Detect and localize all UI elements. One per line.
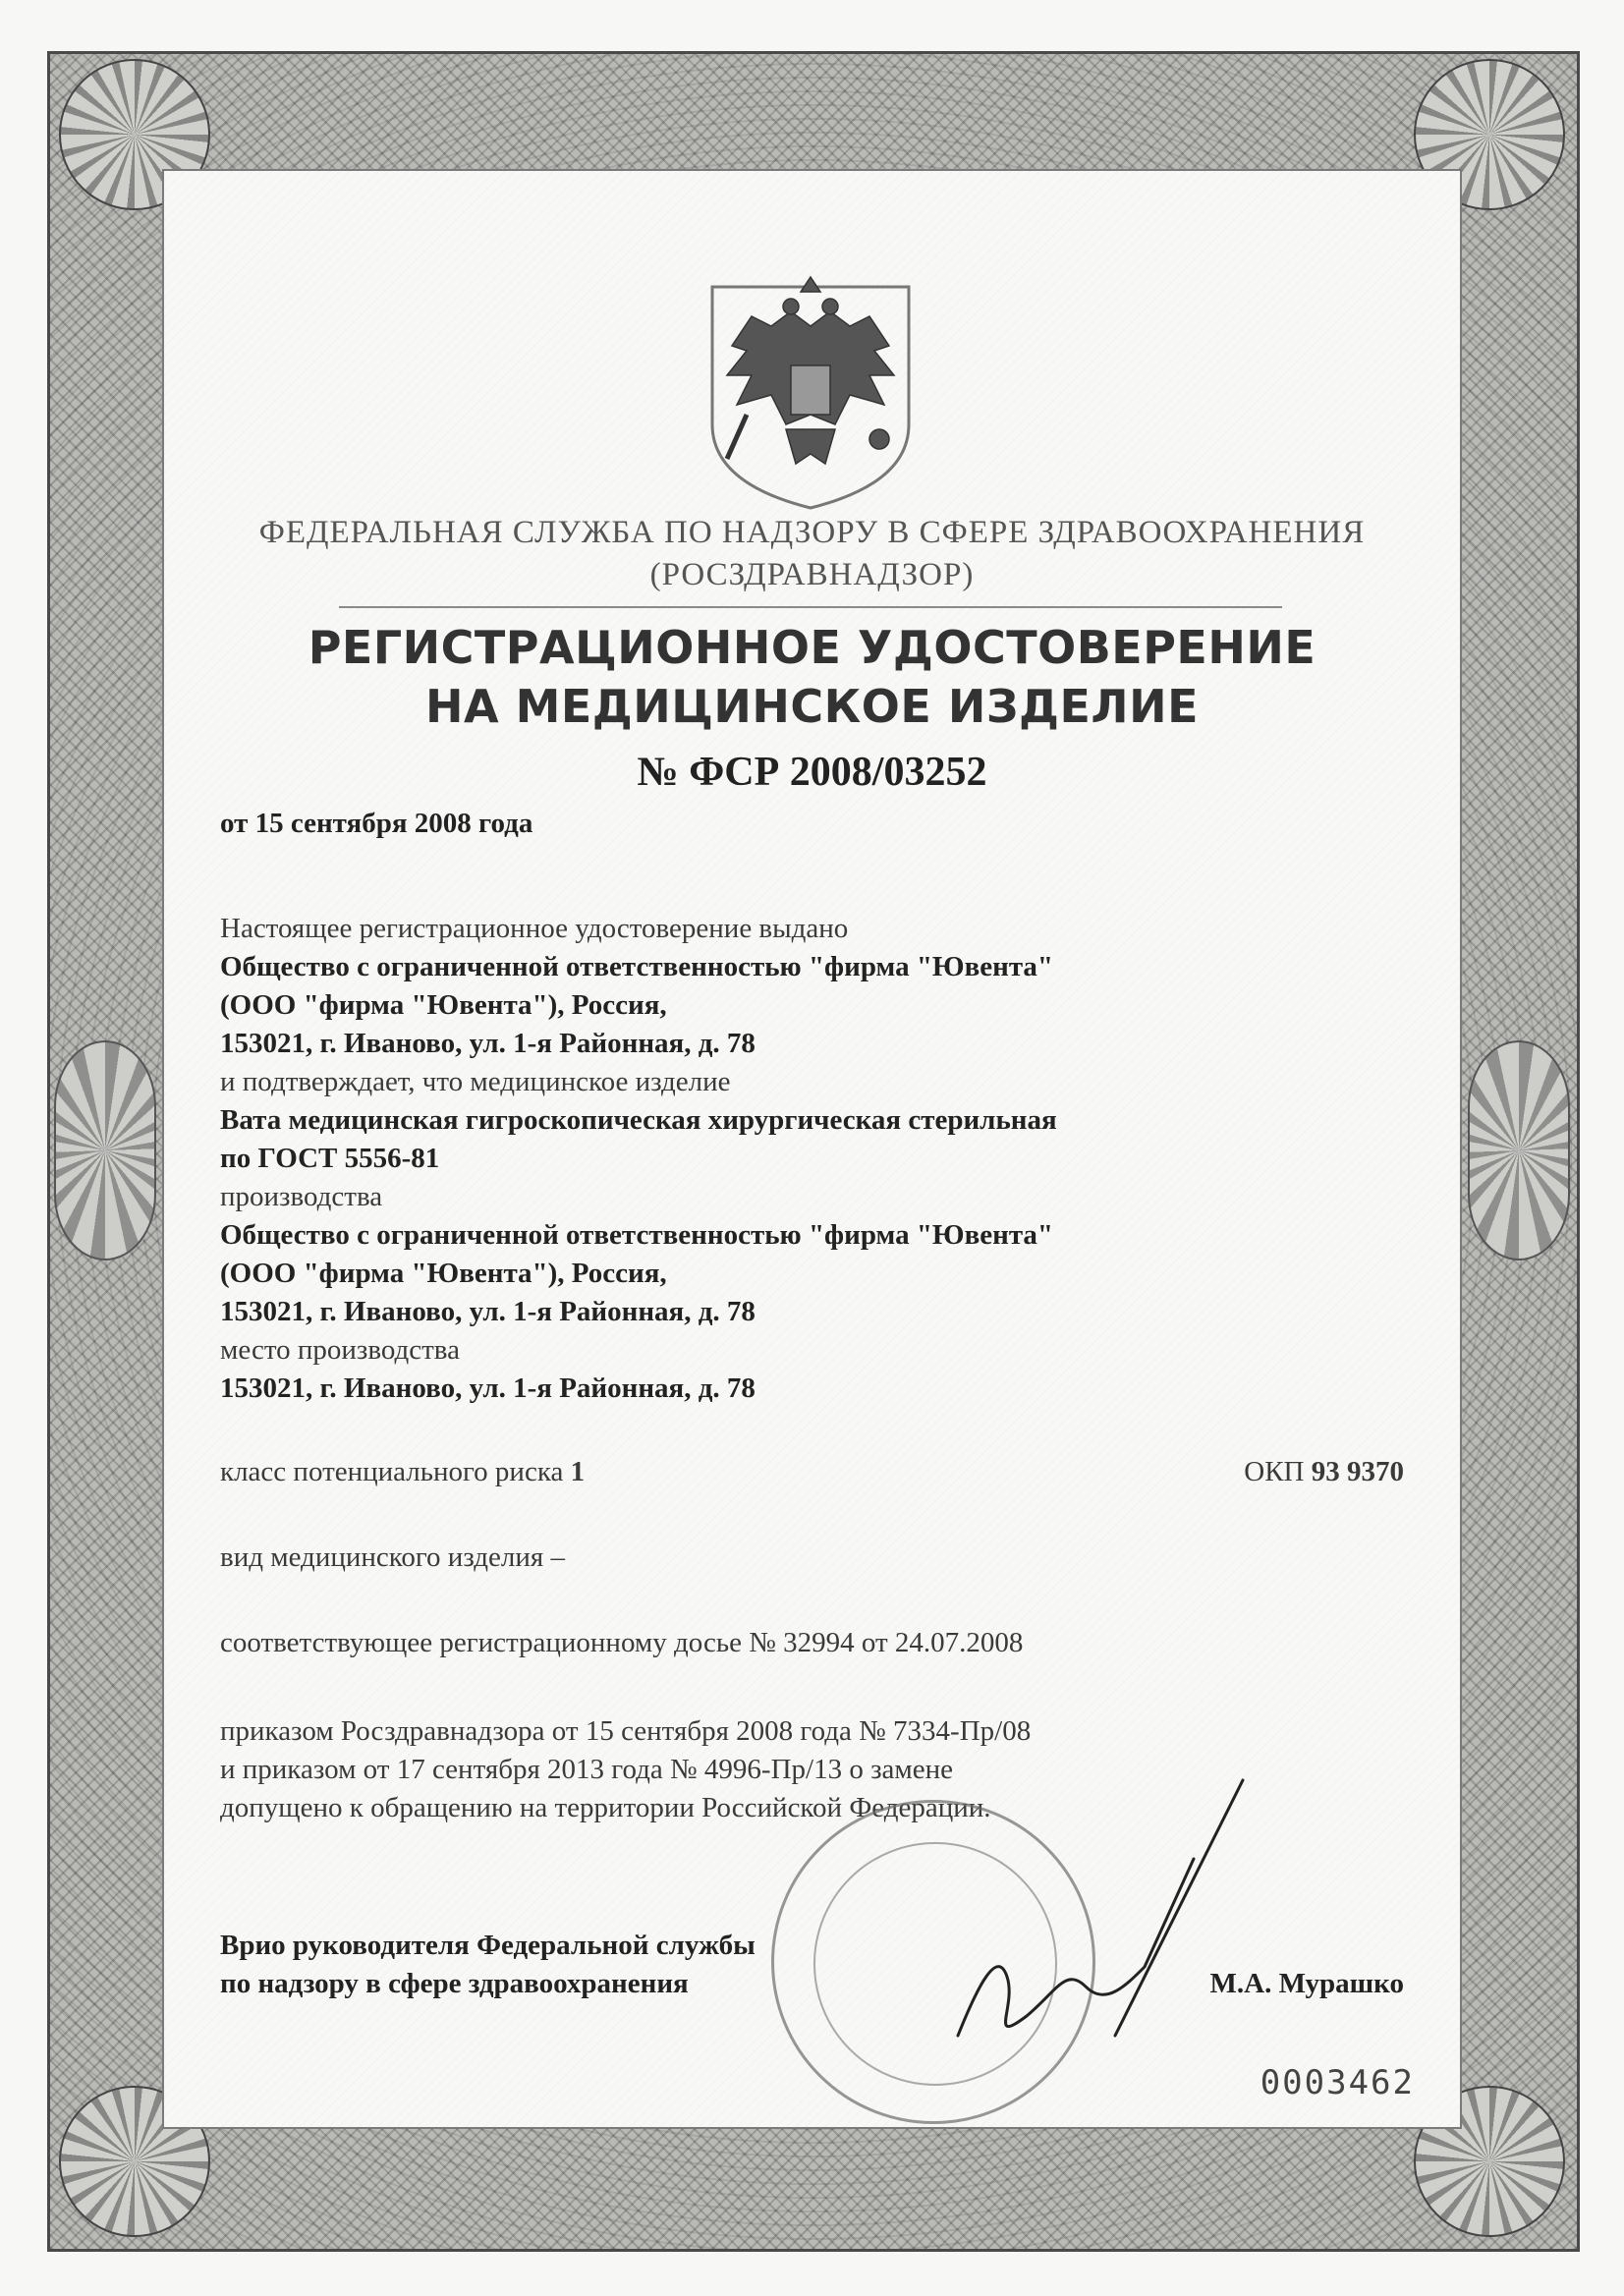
- product-name: Вата медицинская гигроскопическая хирургическая стерильная: [220, 1104, 1057, 1136]
- order-line-2: и приказом от 17 сентября 2013 года № 4996-Пр/13 о замене: [220, 1754, 954, 1785]
- coat-of-arms-icon: [693, 267, 928, 513]
- manufacturer-name: Общество с ограниченной ответственностью "фирма "Ювента": [220, 1219, 1054, 1251]
- agency-short-name: (РОСЗДРАВНАДЗОР): [649, 557, 975, 592]
- holder-short-name: (ООО "фирма "Ювента"), Россия,: [220, 989, 667, 1021]
- document-subtitle: НА МЕДИЦИНСКОЕ ИЗДЕЛИЕ: [424, 680, 1200, 733]
- header-divider: [339, 606, 1282, 608]
- product-standard: по ГОСТ 5556-81: [220, 1143, 440, 1174]
- holder-address: 153021, г. Иваново, ул. 1-я Районная, д. 78: [220, 1028, 756, 1059]
- handwritten-signature: [889, 1741, 1262, 2075]
- manufacturer-label: производства: [220, 1181, 383, 1212]
- issued-intro: Настоящее регистрационное удостоверение выдано: [220, 913, 849, 944]
- signatory-position-line-2: по надзору в сфере здравоохранения: [220, 1968, 689, 1999]
- order-line-1: приказом Росздравнадзора от 15 сентября 2008 года № 7334-Пр/08: [220, 1715, 1032, 1747]
- production-site-address: 153021, г. Иваново, ул. 1-я Районная, д. 78: [220, 1372, 756, 1404]
- okp-label: ОКП: [1244, 1456, 1305, 1487]
- holder-name: Общество с ограниченной ответственностью "фирма "Ювента": [220, 951, 1054, 982]
- document-title: РЕГИСТРАЦИОННОЕ УДОСТОВЕРЕНИЕ: [308, 621, 1316, 674]
- issue-date: от 15 сентября 2008 года: [220, 808, 533, 839]
- okp-code: [1244, 1456, 1404, 1488]
- manufacturer-address: 153021, г. Иваново, ул. 1-я Районная, д. 78: [220, 1296, 756, 1327]
- confirms-text: и подтверждает, что медицинское изделие: [220, 1066, 731, 1097]
- side-ornament: [1468, 1040, 1570, 1260]
- certificate-content: [162, 169, 1462, 2129]
- form-serial-number: 0003462: [1260, 2063, 1415, 2102]
- okp-value: 93 9370: [1311, 1456, 1404, 1487]
- production-site-label: место производства: [220, 1334, 460, 1366]
- order-line-3: допущено к обращению на территории Российской Федерации.: [220, 1792, 991, 1823]
- signatory-position-line-1: Врио руководителя Федеральной службы: [220, 1930, 756, 1961]
- agency-name: ФЕДЕРАЛЬНАЯ СЛУЖБА ПО НАДЗОРУ В СФЕРЕ ЗДРАВООХРАНЕНИЯ: [258, 515, 1366, 550]
- manufacturer-short-name: (ООО "фирма "Ювента"), Россия,: [220, 1258, 667, 1289]
- signatory-name: М.А. Мурашко: [1209, 1968, 1404, 1999]
- device-kind-label: вид медицинского изделия –: [220, 1541, 565, 1573]
- risk-class-value: 1: [570, 1456, 586, 1487]
- risk-class: [220, 1456, 585, 1488]
- side-ornament: [54, 1040, 156, 1260]
- registration-number: № ФСР 2008/03252: [637, 750, 987, 795]
- risk-class-label: класс потенциального риска: [220, 1456, 564, 1487]
- dossier-reference: соответствующее регистрационному досье № 32994 от 24.07.2008: [220, 1627, 1024, 1658]
